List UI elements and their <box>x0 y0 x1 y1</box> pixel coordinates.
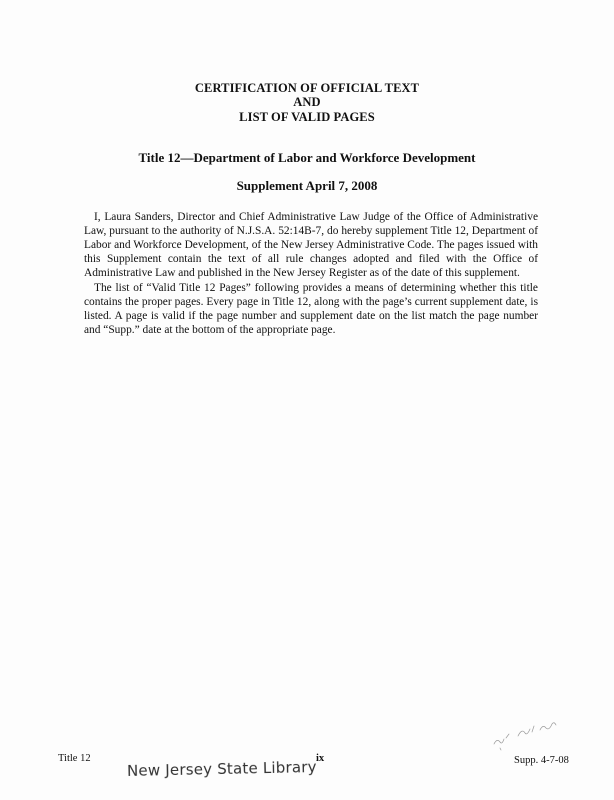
library-stamp: New Jersey State Library <box>126 758 317 780</box>
handwritten-mark <box>488 712 568 752</box>
certification-heading-and: AND <box>293 95 321 109</box>
certification-paragraph: I, Laura Sanders, Director and Chief Administrative Law Judge of the Office of Administrative Law, pursuant to the authority of N.J.S.A. 52:14B-7, do hereby supplement Title 12, Department of Labor and Workforce Development, of the New Jersey Administrative Code. The pages issued with this Supplement contain the text of all rule changes adopted and filed with the Office of Administrative Law and published in the New Jersey Register as of the date of this supplement. <box>84 211 538 279</box>
valid-pages-paragraph: The list of “Valid Title 12 Pages” following provides a means of determining whether this title contains the proper pages. Every page in Title 12, along with the page’s current supplement date, is listed. A page is valid if the page number and supplement date on the list match the page number and “Supp.” date at the bottom of the appropriate page. <box>84 282 538 336</box>
footer-title: Title 12 <box>58 753 91 764</box>
supplement-date-heading: Supplement April 7, 2008 <box>236 178 378 193</box>
title-heading: Title 12—Department of Labor and Workforce Development <box>138 150 476 165</box>
footer-supplement-date: Supp. 4-7-08 <box>514 755 569 766</box>
page-number: ix <box>316 753 325 764</box>
valid-pages-heading: LIST OF VALID PAGES <box>239 110 375 124</box>
certification-heading: CERTIFICATION OF OFFICIAL TEXT <box>194 81 420 95</box>
